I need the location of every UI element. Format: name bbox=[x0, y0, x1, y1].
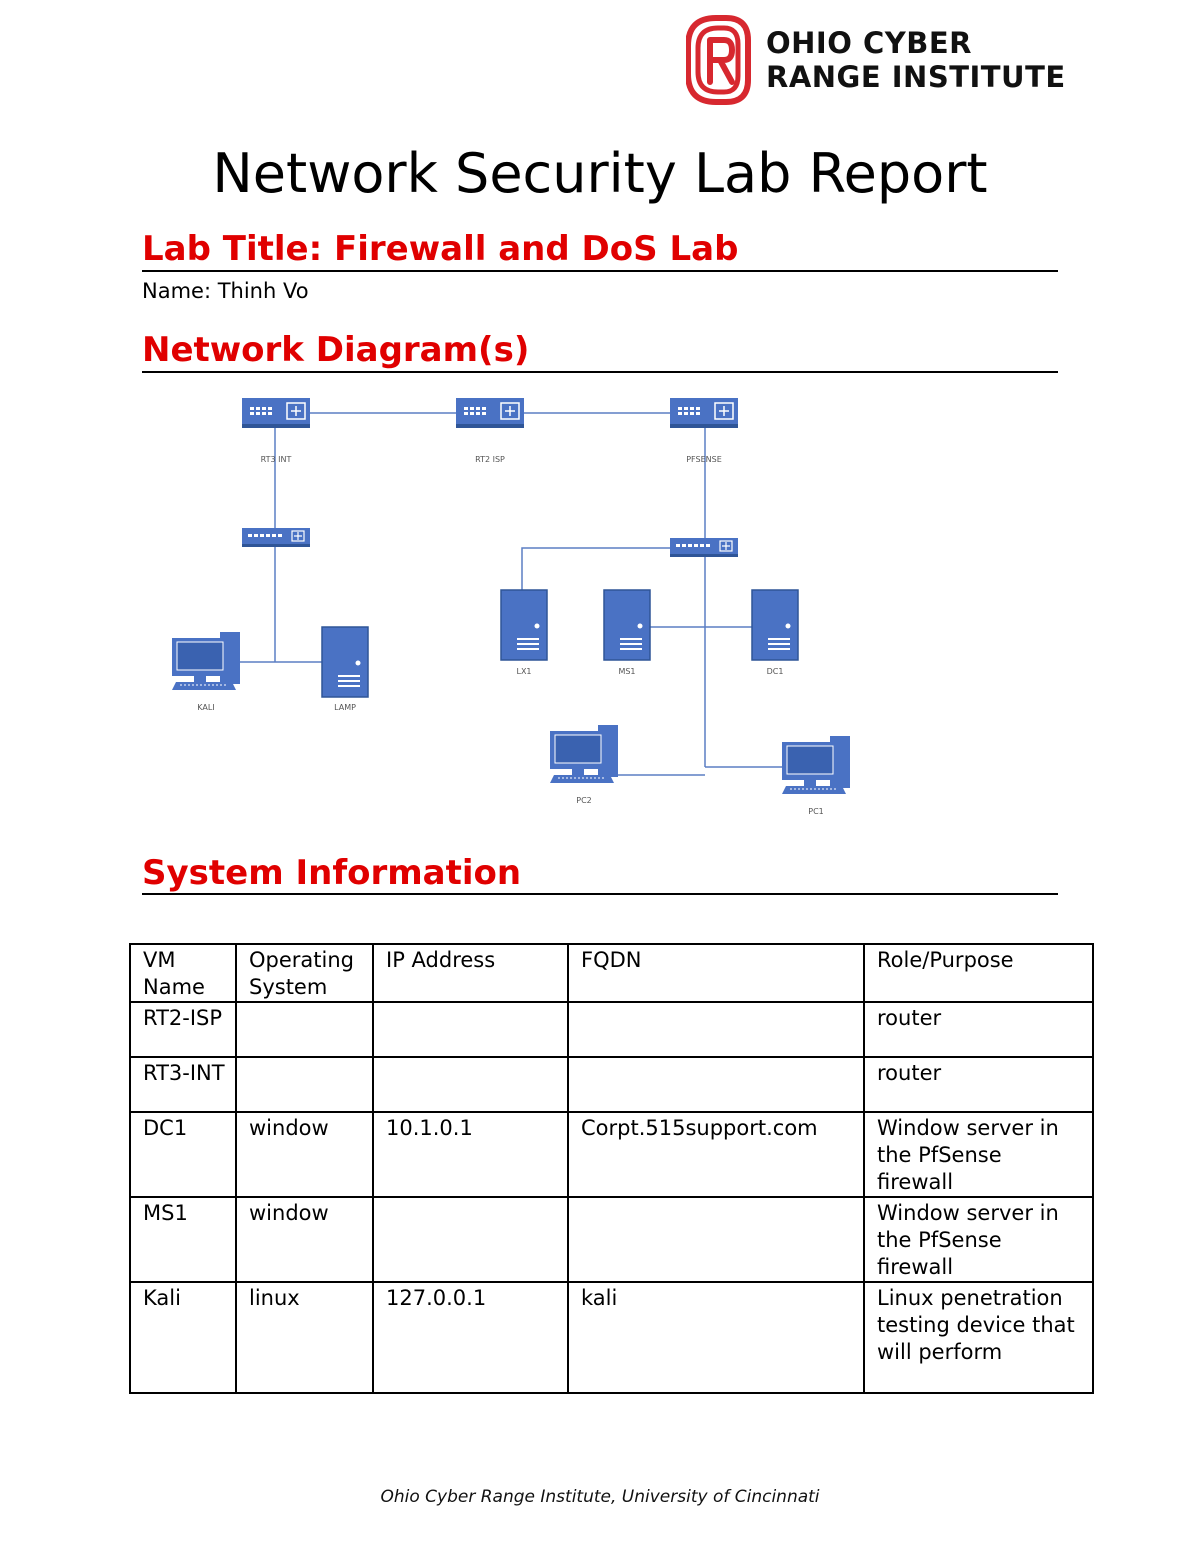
cell-vm-name: RT3-INT bbox=[130, 1057, 236, 1112]
cell-os bbox=[236, 1002, 373, 1057]
table-row bbox=[130, 1112, 1093, 1197]
label-lx1: LX1 bbox=[516, 667, 532, 676]
cell-ip bbox=[373, 1197, 568, 1282]
label-ms1: MS1 bbox=[618, 667, 636, 676]
cell-os: window bbox=[236, 1112, 373, 1197]
cell-vm-name: Kali bbox=[130, 1282, 236, 1393]
system-info-heading: System Information bbox=[142, 853, 522, 893]
header-fqdn: FQDN bbox=[568, 944, 864, 1002]
header-vm-name: VM Name bbox=[130, 944, 236, 1002]
label-dc1: DC1 bbox=[766, 667, 784, 676]
system-info-rule bbox=[142, 893, 1058, 895]
cell-role: Window server in the PfSense firewall bbox=[864, 1112, 1093, 1197]
header-ip-address: IP Address bbox=[373, 944, 568, 1002]
cell-vm-name: MS1 bbox=[130, 1197, 236, 1282]
network-diagram bbox=[150, 380, 890, 830]
network-diagram-rule bbox=[142, 371, 1058, 373]
cell-role: Window server in the PfSense firewall bbox=[864, 1197, 1093, 1282]
right-switch-icon bbox=[670, 538, 738, 557]
kali-workstation-icon bbox=[172, 632, 240, 690]
system-info-table bbox=[129, 943, 1094, 1394]
logo-wordmark bbox=[766, 26, 1066, 94]
cell-ip bbox=[373, 1057, 568, 1112]
cell-fqdn bbox=[568, 1197, 864, 1282]
table-row bbox=[130, 1002, 1093, 1057]
cell-ip: 10.1.0.1 bbox=[373, 1112, 568, 1197]
label-pc1: PC1 bbox=[808, 807, 824, 816]
cell-fqdn: kali bbox=[568, 1282, 864, 1393]
table-row bbox=[130, 1057, 1093, 1112]
rt2-isp-router-icon bbox=[456, 398, 524, 428]
table-row bbox=[130, 1282, 1093, 1393]
ms1-server-icon bbox=[604, 590, 650, 660]
cell-fqdn bbox=[568, 1002, 864, 1057]
header-operating-system: Operating System bbox=[236, 944, 373, 1002]
cell-os bbox=[236, 1057, 373, 1112]
cell-vm-name: RT2-ISP bbox=[130, 1002, 236, 1057]
pc2-workstation-icon bbox=[550, 725, 618, 783]
header-role-purpose: Role/Purpose bbox=[864, 944, 1093, 1002]
dc1-server-icon bbox=[752, 590, 798, 660]
label-pc2: PC2 bbox=[576, 796, 592, 805]
cell-os: linux bbox=[236, 1282, 373, 1393]
label-kali: KALI bbox=[197, 703, 215, 712]
cell-ip: 127.0.0.1 bbox=[373, 1282, 568, 1393]
cell-fqdn bbox=[568, 1057, 864, 1112]
document-title: Network Security Lab Report bbox=[212, 142, 988, 205]
page-footer: Ohio Cyber Range Institute, University of Cincinnati bbox=[380, 1487, 820, 1507]
cell-role: router bbox=[864, 1002, 1093, 1057]
label-pfsense: PFSENSE bbox=[686, 455, 722, 464]
cell-vm-name: DC1 bbox=[130, 1112, 236, 1197]
lab-title-rule bbox=[142, 270, 1058, 272]
cell-role: router bbox=[864, 1057, 1093, 1112]
table-header-row bbox=[130, 944, 1093, 1002]
lx1-server-icon bbox=[501, 590, 547, 660]
label-rt3-int: RT3 INT bbox=[260, 455, 292, 464]
ocri-seal-icon bbox=[688, 18, 748, 102]
rt3-int-router-icon bbox=[242, 398, 310, 428]
lamp-server-icon bbox=[322, 627, 368, 697]
lab-title: Lab Title: Firewall and DoS Lab bbox=[142, 229, 739, 269]
table-row bbox=[130, 1197, 1093, 1282]
left-switch-icon bbox=[242, 528, 310, 547]
network-diagram-heading: Network Diagram(s) bbox=[142, 330, 530, 370]
pc1-workstation-icon bbox=[782, 736, 850, 794]
label-lamp: LAMP bbox=[334, 703, 356, 712]
logo-line-2: RANGE INSTITUTE bbox=[766, 60, 1066, 94]
cell-fqdn: Corpt.515support.com bbox=[568, 1112, 864, 1197]
student-name: Name: Thinh Vo bbox=[142, 279, 309, 303]
logo-line-1: OHIO CYBER bbox=[766, 26, 972, 60]
pfsense-router-icon bbox=[670, 398, 738, 428]
cell-os: window bbox=[236, 1197, 373, 1282]
cell-role: Linux penetration testing device that will perform bbox=[864, 1282, 1093, 1393]
cell-ip bbox=[373, 1002, 568, 1057]
label-rt2-isp: RT2 ISP bbox=[475, 455, 505, 464]
